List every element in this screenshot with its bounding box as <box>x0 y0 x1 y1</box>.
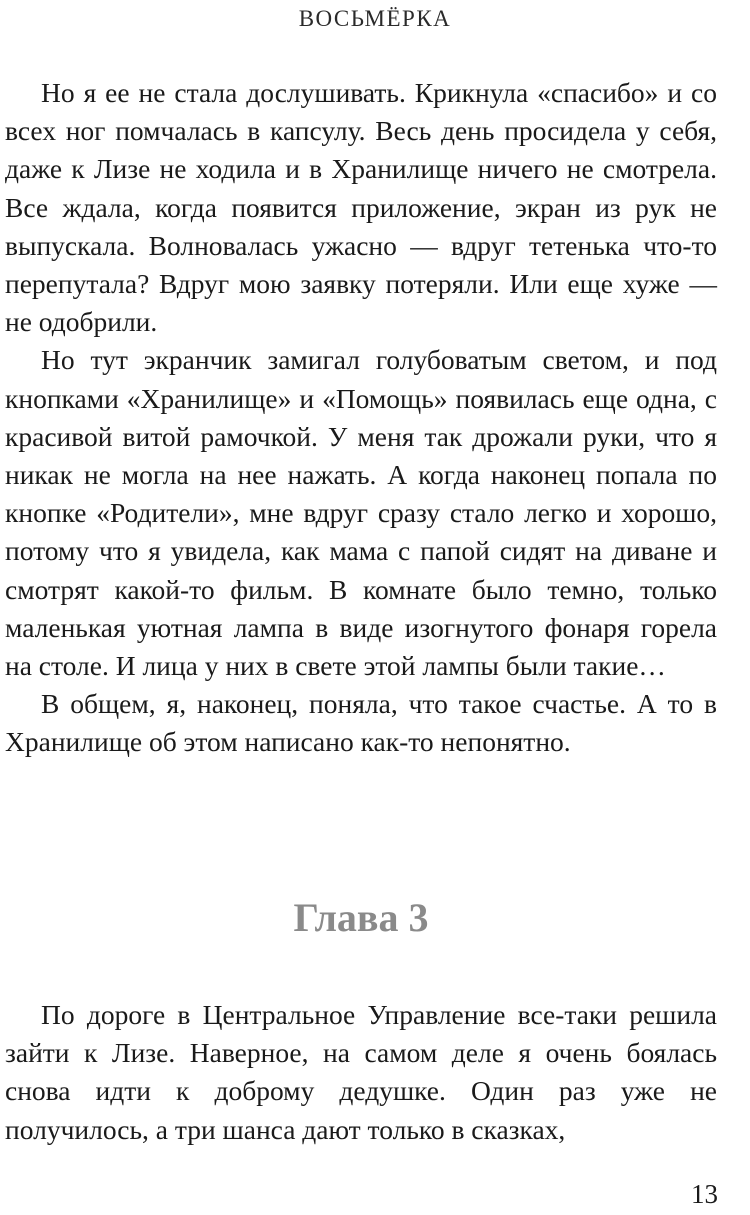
paragraph: Но я ее не стала дослушивать. Крикнула «спасибо» и со всех ног помчалась в капсулу. Весь день просидела у себя, даже к Лизе не ходила и в Хранилище ничего не смотрела. Все ждала, когда появится приложение, экран из рук не выпускала. Волновалась ужасно — вдруг тетенька что-то перепутала? Вдруг мою заявку потеряли. Или еще хуже — не одобрили. <box>5 77 717 338</box>
paragraph: В общем, я, наконец, поняла, что такое счастье. А то в Хранилище об этом написано как-то непонятно. <box>5 688 717 758</box>
page-number: 13 <box>691 1179 718 1209</box>
running-header: ВОСЬМЁРКА <box>298 6 452 31</box>
chapter-heading: Глава 3 <box>293 895 429 940</box>
paragraph: По дороге в Центральное Управление все-таки решила зайти к Лизе. Наверное, на самом деле я очень боялась снова идти к доброму дедушке. Один раз уже не получилось, а три шанса дают только в сказках, <box>5 999 717 1145</box>
body-text <box>5 74 717 762</box>
paragraph: Но тут экранчик замигал голубоватым светом, и под кнопками «Хранилище» и «Помощь» появилась еще одна, с красивой витой рамочкой. У меня так дрожали руки, что я никак не могла на нее нажать. А когда наконец попала по кнопке «Родители», мне вдруг сразу стало легко и хорошо, потому что я увидела, как мама с папой сидят на диване и смотрят какой-то фильм. В комнате было темно, только маленькая уютная лампа в виде изогнутого фонаря горела на столе. И лица у них в свете этой лампы были такие… <box>5 344 717 682</box>
chapter-text <box>5 996 717 1149</box>
